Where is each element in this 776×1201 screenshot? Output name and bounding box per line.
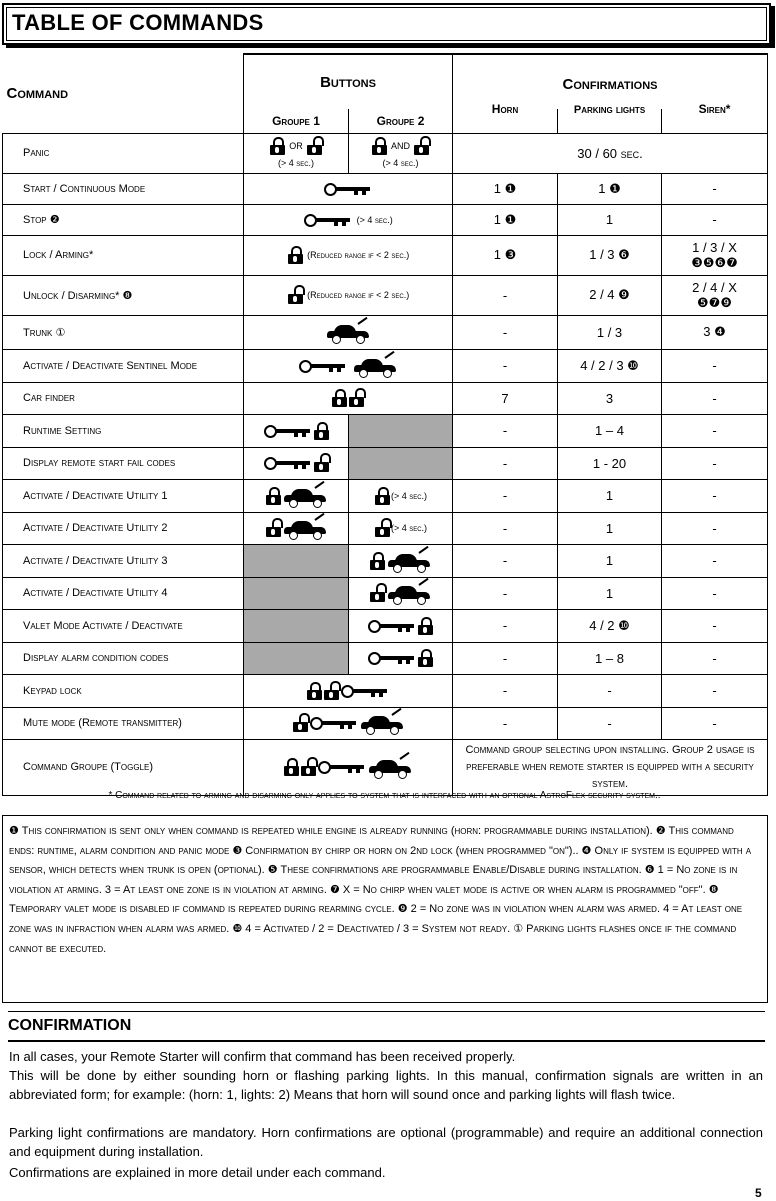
horn-value: -: [453, 414, 558, 447]
lock-closed-icon: [284, 758, 299, 776]
siren-value: -: [662, 173, 768, 204]
horn-value: 1 ❸: [453, 235, 558, 275]
buttons-g2-empty: [349, 414, 453, 447]
horn-value: -: [453, 479, 558, 512]
horn-value: -: [453, 315, 558, 349]
table-row: [3, 382, 768, 414]
parking-value: 1: [558, 577, 662, 609]
horn-value: -: [453, 447, 558, 479]
parking-value: 1 / 3 ❻: [558, 235, 662, 275]
siren-value: -: [662, 447, 768, 479]
command-label: Stop ❷: [3, 204, 244, 235]
table-row: [3, 349, 768, 382]
key-icon: [368, 651, 416, 665]
car-trunk-icon: [353, 356, 397, 376]
siren-value: -: [662, 349, 768, 382]
buttons: [244, 674, 453, 707]
buttons: (> 4 sec.): [244, 204, 453, 235]
key-icon: [341, 684, 389, 698]
key-icon: [368, 619, 416, 633]
footnote: * Command related to arming and disarming only applies to system that is interfaced with an optional AstroFlex security system..: [108, 790, 661, 801]
key-icon: [310, 716, 358, 730]
lock-open-icon: [314, 454, 329, 472]
buttons: [244, 739, 453, 795]
lock-closed-icon: [270, 137, 285, 155]
horn-value: -: [453, 642, 558, 674]
lock-open-icon: [375, 519, 390, 537]
siren-value: -: [662, 512, 768, 544]
header-groupe2: Groupe 2: [349, 109, 453, 133]
buttons-g1-empty: [244, 609, 349, 642]
lock-open-icon: [307, 137, 322, 155]
lock-open-icon: [324, 682, 339, 700]
siren-value: 2 / 4 / X ❺❼❾: [662, 275, 768, 315]
command-label: Valet Mode Activate / Deactivate: [3, 609, 244, 642]
table-row: [3, 275, 768, 315]
confirmation-heading: CONFIRMATION: [8, 1017, 132, 1034]
parking-value: 1: [558, 544, 662, 577]
parking-value: -: [558, 707, 662, 739]
key-icon: [318, 760, 366, 774]
notes-box: ❶ This confirmation is sent only when command is repeated while engine is already running (horn: programmable during installation). ❷ This command ends: runtime, alarm condition and panic mode ❸ Confirmation by chirp or horn on 2nd lock (when programmed "on").. ❹ Only if system is equipped with a sensor, which detects when trunk is open (optional). ❺ These confirmations are programmable Enable/Disable during installation. ❻ 1 = No zone is in violation at arming. 3 = At least one zone is in violation at arming. ❼ X = No chirp when valet mode is active or when alarm is programmed "off". ❽ Temporary valet mode is disabled if command is repeated during rearming cycle. ❾ 2 = No zone was in violation when alarm was armed. 4 = At least one zone was in infraction when alarm was armed. ❿ 4 = Activated / 2 = Deactivated / 3 = System not ready. ① Parking lights flashes once if the command cannot be executed.: [2, 815, 768, 1003]
siren-value: -: [662, 609, 768, 642]
table-row: [3, 577, 768, 609]
command-label: Car finder: [3, 382, 244, 414]
parking-value: -: [558, 674, 662, 707]
command-label: Lock / Arming*: [3, 235, 244, 275]
header-command: Command: [3, 54, 244, 133]
buttons-g1: [244, 512, 349, 544]
lock-open-icon: [349, 389, 364, 407]
commands-table: [2, 53, 768, 796]
command-label: Activate / Deactivate Utility 1: [3, 479, 244, 512]
buttons: [244, 707, 453, 739]
table-row: [3, 173, 768, 204]
command-label: Runtime Setting: [3, 414, 244, 447]
lock-open-icon: [293, 714, 308, 732]
buttons: [244, 173, 453, 204]
table-row: [3, 315, 768, 349]
key-icon: [299, 359, 347, 373]
table-row: [3, 479, 768, 512]
lock-closed-icon: [288, 246, 303, 264]
horn-value: 1 ❶: [453, 173, 558, 204]
lock-closed-icon: [314, 422, 329, 440]
header-horn: Horn: [453, 97, 558, 121]
buttons-g1: OR (> 4 sec.): [244, 133, 349, 173]
table-row: [3, 447, 768, 479]
horn-value: -: [453, 275, 558, 315]
command-label: Keypad lock: [3, 674, 244, 707]
table-row: [3, 642, 768, 674]
car-trunk-icon: [283, 518, 327, 538]
lock-open-icon: [288, 286, 303, 304]
table-row: [3, 609, 768, 642]
buttons-g2: AND (> 4 sec.): [349, 133, 453, 173]
horn-value: -: [453, 349, 558, 382]
command-label: Trunk ①: [3, 315, 244, 349]
horn-value: -: [453, 707, 558, 739]
page-number: 5: [755, 1186, 762, 1200]
buttons-g1-empty: [244, 642, 349, 674]
divider: [8, 1011, 765, 1012]
car-trunk-icon: [387, 551, 431, 571]
lock-open-icon: [414, 137, 429, 155]
siren-value: -: [662, 204, 768, 235]
table-row: [3, 133, 768, 173]
buttons-g2: [349, 577, 453, 609]
table-row: [3, 544, 768, 577]
table-row: [3, 512, 768, 544]
siren-value: -: [662, 642, 768, 674]
lock-closed-icon: [418, 617, 433, 635]
command-label: Activate / Deactivate Utility 3: [3, 544, 244, 577]
buttons-g2: (> 4 sec.): [349, 512, 453, 544]
table-row: [3, 414, 768, 447]
horn-value: -: [453, 609, 558, 642]
command-label: Start / Continuous Mode: [3, 173, 244, 204]
header-groupe1: Groupe 1: [244, 109, 349, 133]
parking-value: 1: [558, 204, 662, 235]
key-icon: [264, 424, 312, 438]
siren-value: -: [662, 414, 768, 447]
lock-closed-icon: [307, 682, 322, 700]
command-label: Activate / Deactivate Utility 4: [3, 577, 244, 609]
key-icon: [324, 182, 372, 196]
lock-closed-icon: [418, 649, 433, 667]
command-label: Command Groupe (Toggle): [3, 739, 244, 795]
page-title: TABLE OF COMMANDS: [12, 10, 264, 35]
command-label: Activate / Deactivate Sentinel Mode: [3, 349, 244, 382]
header-buttons: Buttons: [244, 54, 453, 109]
divider: [8, 1040, 765, 1042]
horn-value: 7: [453, 382, 558, 414]
table-row: [3, 204, 768, 235]
header-confirmations: Confirmations: [453, 54, 768, 109]
paragraph: In all cases, your Remote Starter will confirm that command has been received properly.: [9, 1049, 516, 1064]
command-label: Panic: [3, 133, 244, 173]
command-label: Activate / Deactivate Utility 2: [3, 512, 244, 544]
horn-value: -: [453, 544, 558, 577]
header-siren: Siren*: [662, 97, 768, 121]
buttons: (Reduced range if < 2 sec.): [244, 235, 453, 275]
horn-value: -: [453, 512, 558, 544]
title-box: [2, 3, 771, 45]
siren-value: -: [662, 577, 768, 609]
parking-value: 3: [558, 382, 662, 414]
lock-closed-icon: [370, 552, 385, 570]
command-label: Mute mode (Remote transmitter): [3, 707, 244, 739]
siren-value: -: [662, 544, 768, 577]
command-label: Display remote start fail codes: [3, 447, 244, 479]
car-trunk-icon: [360, 713, 404, 733]
buttons-g2-empty: [349, 447, 453, 479]
siren-value: 3 ❹: [662, 315, 768, 349]
paragraph: Confirmations are explained in more detail under each command.: [9, 1165, 386, 1180]
parking-value: 2 / 4 ❾: [558, 275, 662, 315]
car-trunk-icon: [283, 486, 327, 506]
lock-closed-icon: [375, 487, 390, 505]
paragraph: This will be done by either sounding horn or flashing parking lights. In this manual, confirmation signals are written in an abbreviated form; for example: (horn: 1, lights: 2) Means that horn will sound once and parking lights will flash twice.: [9, 1068, 763, 1102]
lock-open-icon: [301, 758, 316, 776]
buttons-g2: [349, 609, 453, 642]
lock-open-icon: [266, 519, 281, 537]
buttons: [244, 382, 453, 414]
horn-value: 1 ❶: [453, 204, 558, 235]
parking-value: 1 – 4: [558, 414, 662, 447]
buttons-g2: [349, 642, 453, 674]
table-row: [3, 235, 768, 275]
table-row: [3, 707, 768, 739]
parking-value: 1 ❶: [558, 173, 662, 204]
car-trunk-icon: [368, 757, 412, 777]
lock-closed-icon: [372, 137, 387, 155]
table-row: [3, 739, 768, 795]
buttons-g1: [244, 414, 349, 447]
parking-value: 1 – 8: [558, 642, 662, 674]
lock-open-icon: [370, 584, 385, 602]
lock-closed-icon: [266, 487, 281, 505]
buttons-g1: [244, 479, 349, 512]
parking-value: 4 / 2 / 3 ❿: [558, 349, 662, 382]
buttons: [244, 315, 453, 349]
siren-value: -: [662, 674, 768, 707]
siren-value: -: [662, 707, 768, 739]
buttons-g2: [349, 544, 453, 577]
horn-value: -: [453, 674, 558, 707]
siren-value: -: [662, 479, 768, 512]
buttons: [244, 349, 453, 382]
buttons-g2: (> 4 sec.): [349, 479, 453, 512]
command-label: Display alarm condition codes: [3, 642, 244, 674]
key-icon: [264, 456, 312, 470]
paragraph: Parking light confirmations are mandatory. Horn confirmations are optional (programmable) and require an additional connection and equipment during installation.: [9, 1125, 763, 1159]
parking-value: 1 / 3: [558, 315, 662, 349]
header-parking: Parking lights: [558, 97, 662, 121]
buttons: (Reduced range if < 2 sec.): [244, 275, 453, 315]
siren-value: 1 / 3 / X ❸❺❻❼: [662, 235, 768, 275]
key-icon: [304, 213, 352, 227]
confirm-value: 30 / 60 sec.: [453, 133, 768, 173]
parking-value: 4 / 2 ❿: [558, 609, 662, 642]
confirm-value: Command group selecting upon installing. Group 2 usage is preferable when remote starter is equipped with a security system.: [453, 739, 768, 795]
horn-value: -: [453, 577, 558, 609]
parking-value: 1: [558, 512, 662, 544]
buttons-g1-empty: [244, 544, 349, 577]
parking-value: 1: [558, 479, 662, 512]
parking-value: 1 - 20: [558, 447, 662, 479]
lock-closed-icon: [332, 389, 347, 407]
car-trunk-icon: [387, 583, 431, 603]
buttons-g1-empty: [244, 577, 349, 609]
siren-value: -: [662, 382, 768, 414]
command-label: Unlock / Disarming* ❽: [3, 275, 244, 315]
buttons-g1: [244, 447, 349, 479]
car-trunk-icon: [326, 322, 370, 342]
table-row: [3, 674, 768, 707]
